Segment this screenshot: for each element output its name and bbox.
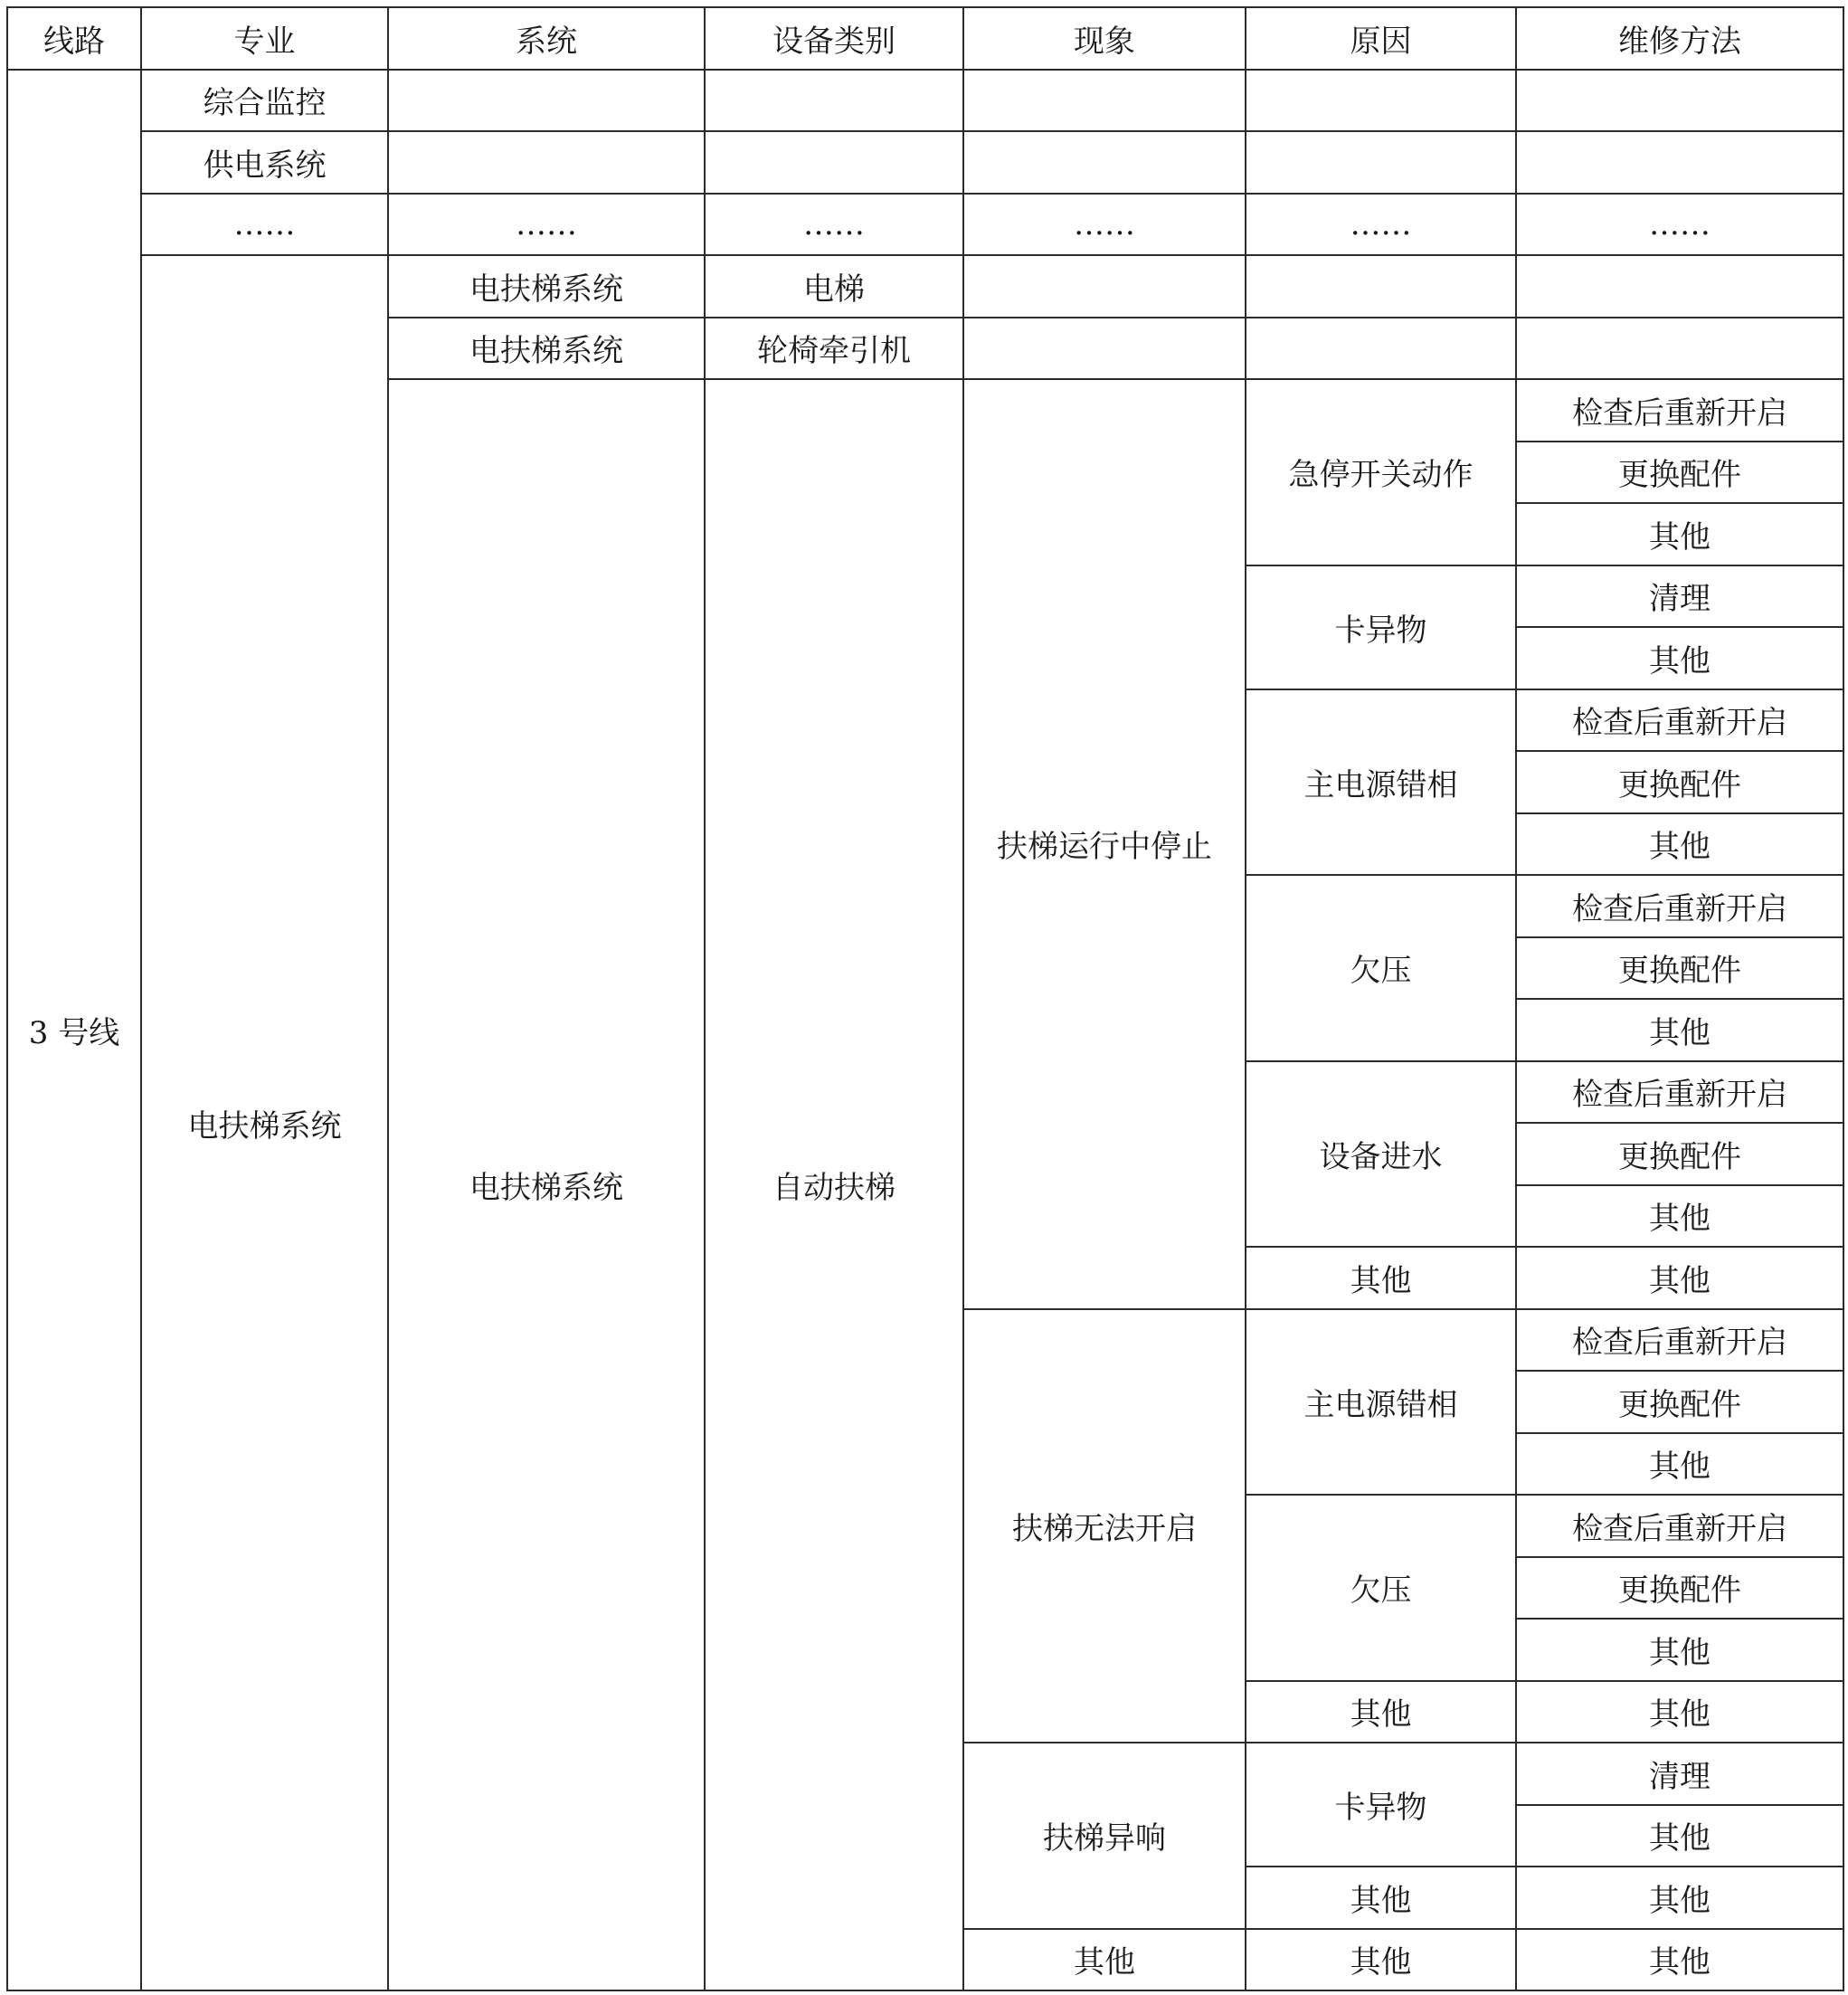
header-system: 系统 (388, 7, 705, 70)
line-cell: 3 号线 (7, 70, 141, 1991)
phenomenon-cell (963, 318, 1246, 380)
specialty-escalator-cell: 电扶梯系统 (141, 255, 388, 1990)
category-cell: 电梯 (705, 255, 963, 318)
cause-cell: 卡异物 (1246, 565, 1516, 689)
cause-cell: 卡异物 (1246, 1743, 1516, 1867)
cause-cell: …… (1246, 194, 1516, 256)
method-cell: 其他 (1516, 999, 1843, 1061)
category-cell: …… (705, 194, 963, 256)
cause-cell: 其他 (1246, 1929, 1516, 1991)
cause-cell: 其他 (1246, 1247, 1516, 1309)
phenomenon-cell: 其他 (963, 1929, 1246, 1991)
header-category: 设备类别 (705, 7, 963, 70)
phenomenon-cell: 扶梯无法开启 (963, 1309, 1246, 1743)
table-row (7, 255, 1843, 318)
phenomenon-cell: 扶梯异响 (963, 1743, 1246, 1929)
method-cell: 更换配件 (1516, 1371, 1843, 1433)
method-cell: 更换配件 (1516, 1123, 1843, 1185)
method-cell: 其他 (1516, 813, 1843, 876)
method-cell: 检查后重新开启 (1516, 1495, 1843, 1557)
specialty-cell: 综合监控 (141, 70, 388, 132)
method-cell (1516, 70, 1843, 132)
system-cell (388, 70, 705, 132)
method-cell: 其他 (1516, 1433, 1843, 1496)
method-cell (1516, 318, 1843, 380)
system-cell: 电扶梯系统 (388, 379, 705, 1990)
category-cell (705, 131, 963, 194)
header-specialty: 专业 (141, 7, 388, 70)
system-cell: …… (388, 194, 705, 256)
header-line: 线路 (7, 7, 141, 70)
method-cell: 其他 (1516, 1929, 1843, 1991)
method-cell: 更换配件 (1516, 751, 1843, 813)
method-cell: 其他 (1516, 1619, 1843, 1681)
method-cell: 其他 (1516, 1247, 1843, 1309)
phenomenon-cell (963, 70, 1246, 132)
cause-cell: 欠压 (1246, 1495, 1516, 1681)
method-cell: 检查后重新开启 (1516, 379, 1843, 442)
method-cell: 检查后重新开启 (1516, 875, 1843, 937)
method-cell (1516, 131, 1843, 194)
method-cell: 更换配件 (1516, 937, 1843, 1000)
method-cell: 其他 (1516, 1681, 1843, 1743)
table-row (7, 70, 1843, 132)
specialty-cell: 供电系统 (141, 131, 388, 194)
method-cell: 更换配件 (1516, 1557, 1843, 1620)
table-row (7, 131, 1843, 194)
table-row (7, 194, 1843, 256)
header-cause: 原因 (1246, 7, 1516, 70)
cause-cell (1246, 131, 1516, 194)
header-method: 维修方法 (1516, 7, 1843, 70)
cause-cell: 主电源错相 (1246, 1309, 1516, 1496)
cause-cell (1246, 255, 1516, 318)
cause-cell: 设备进水 (1246, 1061, 1516, 1248)
phenomenon-cell: 扶梯运行中停止 (963, 379, 1246, 1309)
method-cell: 更换配件 (1516, 442, 1843, 504)
method-cell: …… (1516, 194, 1843, 256)
category-cell: 轮椅牵引机 (705, 318, 963, 380)
cause-cell: 其他 (1246, 1867, 1516, 1929)
method-cell: 其他 (1516, 627, 1843, 689)
method-cell: 检查后重新开启 (1516, 1061, 1843, 1124)
system-cell (388, 131, 705, 194)
system-cell: 电扶梯系统 (388, 255, 705, 318)
method-cell (1516, 255, 1843, 318)
cause-cell: 主电源错相 (1246, 689, 1516, 876)
cause-cell (1246, 318, 1516, 380)
category-cell (705, 70, 963, 132)
cause-cell: 急停开关动作 (1246, 379, 1516, 565)
method-cell: 其他 (1516, 1805, 1843, 1867)
cause-cell: 其他 (1246, 1681, 1516, 1743)
method-cell: 检查后重新开启 (1516, 689, 1843, 752)
specialty-cell: …… (141, 194, 388, 256)
phenomenon-cell (963, 131, 1246, 194)
method-cell: 清理 (1516, 565, 1843, 628)
phenomenon-cell (963, 255, 1246, 318)
method-cell: 其他 (1516, 503, 1843, 565)
cause-cell (1246, 70, 1516, 132)
method-cell: 检查后重新开启 (1516, 1309, 1843, 1372)
method-cell: 其他 (1516, 1185, 1843, 1248)
method-cell: 其他 (1516, 1867, 1843, 1929)
phenomenon-cell: …… (963, 194, 1246, 256)
system-cell: 电扶梯系统 (388, 318, 705, 380)
method-cell: 清理 (1516, 1743, 1843, 1805)
cause-cell: 欠压 (1246, 875, 1516, 1061)
header-phenomenon: 现象 (963, 7, 1246, 70)
header-row (7, 7, 1843, 70)
fault-repair-table (6, 6, 1844, 1991)
category-cell: 自动扶梯 (705, 379, 963, 1990)
table-body (7, 7, 1843, 1990)
